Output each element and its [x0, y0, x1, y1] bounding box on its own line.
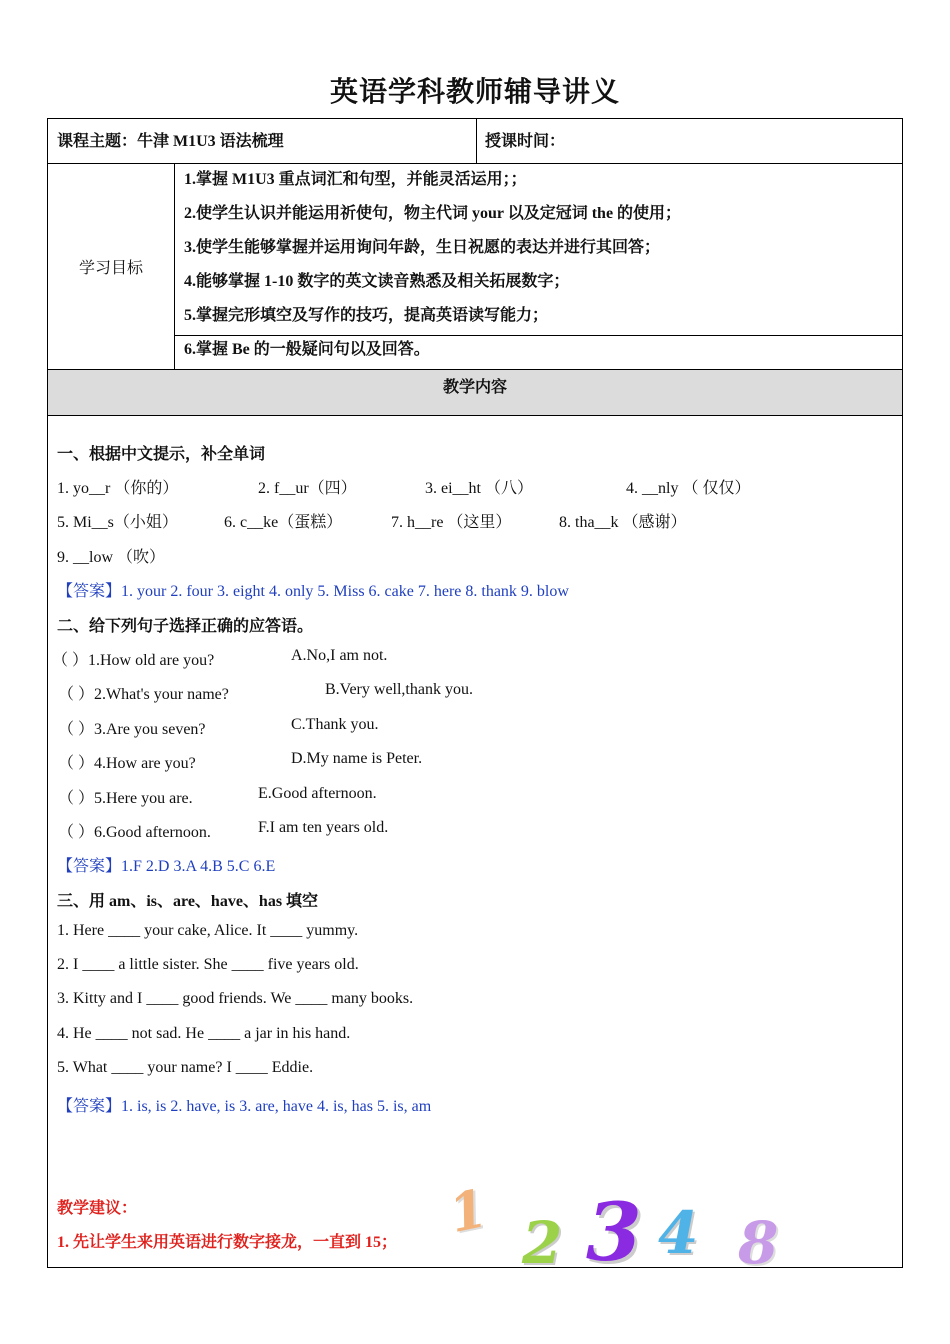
- objectives-label: 学习目标: [48, 164, 175, 369]
- question-item: （ ）1.How old are you?: [52, 652, 215, 669]
- word-item: 7. h__re （这里）: [391, 514, 512, 531]
- divider: [175, 335, 902, 336]
- fill-item: 4. He ____ not sad. He ____ a jar in his hand.: [57, 1025, 351, 1042]
- option-item: B.Very well,thank you.: [325, 681, 473, 698]
- decor-number: 2: [522, 1209, 563, 1277]
- option-item: F.I am ten years old.: [258, 819, 389, 836]
- decor-number: 3: [586, 1185, 642, 1279]
- question-item: （ ）6.Good afternoon.: [58, 824, 211, 841]
- option-item: C.Thank you.: [291, 716, 379, 733]
- word-item: 6. c__ke（蛋糕）: [224, 514, 343, 531]
- word-item: 9. __low （吹）: [57, 549, 166, 566]
- fill-item: 3. Kitty and I ____ good friends. We ____ many books.: [57, 990, 414, 1007]
- section1-answer: 【答案】1. your 2. four 3. eight 4. only 5. Miss 6. cake 7. here 8. thank 9. blow: [57, 583, 569, 600]
- course-topic: 课程主题：牛津 M1U3 语法梳理: [57, 133, 284, 150]
- tips-heading: 教学建议：: [57, 1200, 138, 1217]
- option-item: A.No,I am not.: [291, 647, 388, 664]
- word-item: 3. ei__ht （八）: [425, 480, 533, 497]
- word-item: 1. yo__r （你的）: [57, 480, 179, 497]
- page-title: 英语学科教师辅导讲义: [329, 77, 620, 108]
- section3-answer: 【答案】1. is, is 2. have, is 3. are, have 4. is, has 5. is, am: [57, 1098, 432, 1115]
- question-item: （ ）5.Here you are.: [58, 790, 193, 807]
- question-item: （ ）2.What's your name?: [58, 686, 229, 703]
- section1-heading: 一、根据中文提示，补全单词: [57, 446, 266, 463]
- option-item: E.Good afternoon.: [258, 785, 377, 802]
- fill-item: 5. What ____ your name? I ____ Eddie.: [57, 1059, 314, 1076]
- lesson-table: [47, 118, 903, 1279]
- class-time: 授课时间：: [485, 133, 566, 150]
- objective-item: 3.使学生能够掌握并运用询问年龄，生日祝愿的表达并进行其回答；: [184, 239, 661, 256]
- section2-answer: 【答案】1.F 2.D 3.A 4.B 5.C 6.E: [57, 858, 276, 875]
- objective-item: 6.掌握 Be 的一般疑问句以及回答。: [184, 341, 430, 358]
- tips-item: 1. 先让学生来用英语进行数字接龙，一直到 15；: [57, 1234, 398, 1251]
- objective-item: 5.掌握完形填空及写作的技巧，提高英语读写能力；: [184, 307, 549, 324]
- objectives-row: [48, 164, 902, 370]
- word-item: 8. tha__k （感谢）: [559, 514, 687, 531]
- question-item: （ ）3.Are you seven?: [58, 721, 206, 738]
- objective-item: 4.能够掌握 1-10 数字的英文读音熟悉及相关拓展数字；: [184, 273, 570, 290]
- question-item: （ ）4.How are you?: [58, 755, 196, 772]
- section3-heading: 三、用 am、is、are、have、has 填空: [57, 893, 319, 910]
- fill-item: 2. I ____ a little sister. She ____ five years old.: [57, 956, 359, 973]
- decor-number: 1: [444, 1177, 493, 1246]
- decor-number: 4: [658, 1199, 699, 1267]
- header-row: [48, 119, 902, 164]
- option-item: D.My name is Peter.: [291, 750, 423, 767]
- section2-heading: 二、给下列句子选择正确的应答语。: [57, 618, 314, 635]
- objective-item: 2.使学生认识并能运用祈使句，物主代词 your 以及定冠词 the 的使用；: [184, 205, 682, 222]
- time-cell: [476, 119, 902, 163]
- content-header: 教学内容: [48, 370, 902, 416]
- topic-cell: [48, 119, 477, 163]
- objective-item: 1.掌握 M1U3 重点词汇和句型，并能灵活运用；；: [184, 171, 527, 188]
- decor-number: 8: [738, 1209, 779, 1277]
- word-item: 2. f__ur（四）: [258, 480, 357, 497]
- fill-item: 1. Here ____ your cake, Alice. It ____ yummy.: [57, 922, 359, 939]
- word-item: 5. Mi__s（小姐）: [57, 514, 178, 531]
- word-item: 4. __nly （ 仅仅）: [626, 480, 751, 497]
